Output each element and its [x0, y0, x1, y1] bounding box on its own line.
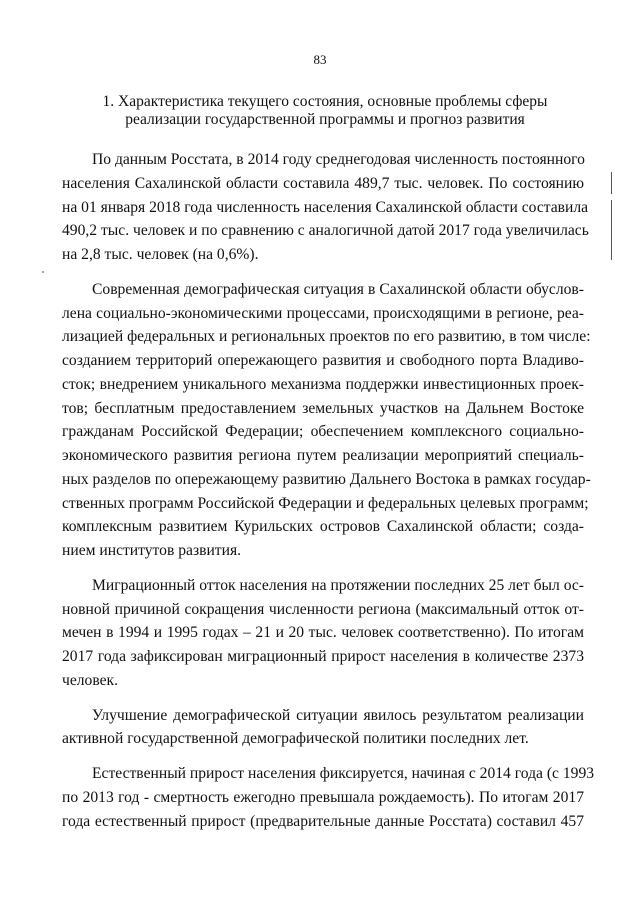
text-line: комплексным развитием Курильских островов Сахалинской области; созда- [62, 518, 584, 536]
paragraph-gap [62, 693, 584, 704]
text-line: мечен в 1994 и 1995 годах – 21 и 20 тыс. человек соответственно). По итогам [62, 624, 584, 642]
text-line: сток; внедрением уникального механизма поддержки инвестиционных проек- [62, 375, 584, 393]
section-heading-line: реализации государственной программы и прогноз развития [125, 111, 525, 128]
text-line: Современная демографическая ситуация в Сахалинской области обуслов- [92, 280, 584, 298]
text-line: новной причиной сокращения численности региона (максимальный отток от- [62, 600, 584, 618]
paragraph-gap [62, 267, 584, 278]
text-line: лена социально-экономическими процессами, происходящими в регионе, реа- [62, 304, 584, 322]
paragraph-migration [62, 574, 584, 693]
text-line: по 2013 год - смертность ежегодно превышала рождаемость). По итогам 2017 [62, 788, 584, 806]
text-line: гражданам Российской Федерации; обеспечением комплексного социально- [62, 423, 584, 441]
text-line: созданием территорий опережающего развития и свободного порта Владиво- [62, 352, 584, 369]
paragraph-policy [62, 704, 584, 752]
document-body [62, 148, 595, 833]
text-line: Улучшение демографической ситуации явилось результатом реализации [92, 706, 584, 724]
text-line: нием институтов развития. [62, 542, 242, 559]
paragraph-population [62, 148, 589, 267]
page-number: 83 [313, 52, 327, 67]
text-line: Естественный прирост населения фиксируется, начиная с 2014 года (с 1993 [92, 765, 595, 782]
text-line: человек. [62, 671, 119, 689]
text-line: экономического развития региона путем реализации мероприятий специаль- [62, 447, 584, 464]
text-line: лизацией федеральных и региональных проектов по его развитию, в том числе: [62, 328, 591, 346]
text-line: 2017 года зафиксирован миграционный прирост населения в количестве 2373 [62, 648, 584, 665]
paragraph-gap [62, 563, 584, 574]
paragraph-demographic-situation [62, 278, 591, 563]
text-line: на 01 января 2018 года численность населения Сахалинской области составила [62, 198, 589, 216]
text-line: 490,2 тыс. человек и по сравнению с аналогичной датой 2017 года увеличилась [62, 222, 589, 240]
section-heading-line: 1. Характеристика текущего состояния, основные проблемы сферы [102, 93, 548, 110]
text-line: ственных программ Российской Федерации и федеральных целевых программ; [62, 494, 589, 512]
margin-change-bar [611, 172, 612, 194]
paragraph-natural-growth [62, 762, 595, 833]
text-line: ных разделов по опережающему развитию Дальнего Востока в рамках государ- [62, 470, 591, 488]
text-line: населения Сахалинской области составила 489,7 тыс. человек. По состоянию [62, 174, 584, 192]
text-line: Миграционный отток населения на протяжении последних 25 лет был ос- [92, 576, 584, 594]
scan-speck [42, 271, 44, 273]
text-line: активной государственной демографической политики последних лет. [62, 730, 529, 748]
margin-change-bar [611, 200, 612, 260]
text-line: По данным Росстата, в 2014 году среднегодовая численность постоянного [92, 151, 585, 168]
text-line: тов; бесплатным предоставлением земельных участков на Дальнем Востоке [62, 399, 584, 417]
text-line: года естественный прирост (предварительные данные Росстата) составил 457 [62, 812, 584, 830]
text-line: на 2,8 тыс. человек (на 0,6%). [62, 246, 259, 263]
section-heading [60, 93, 590, 129]
paragraph-gap [62, 751, 584, 762]
